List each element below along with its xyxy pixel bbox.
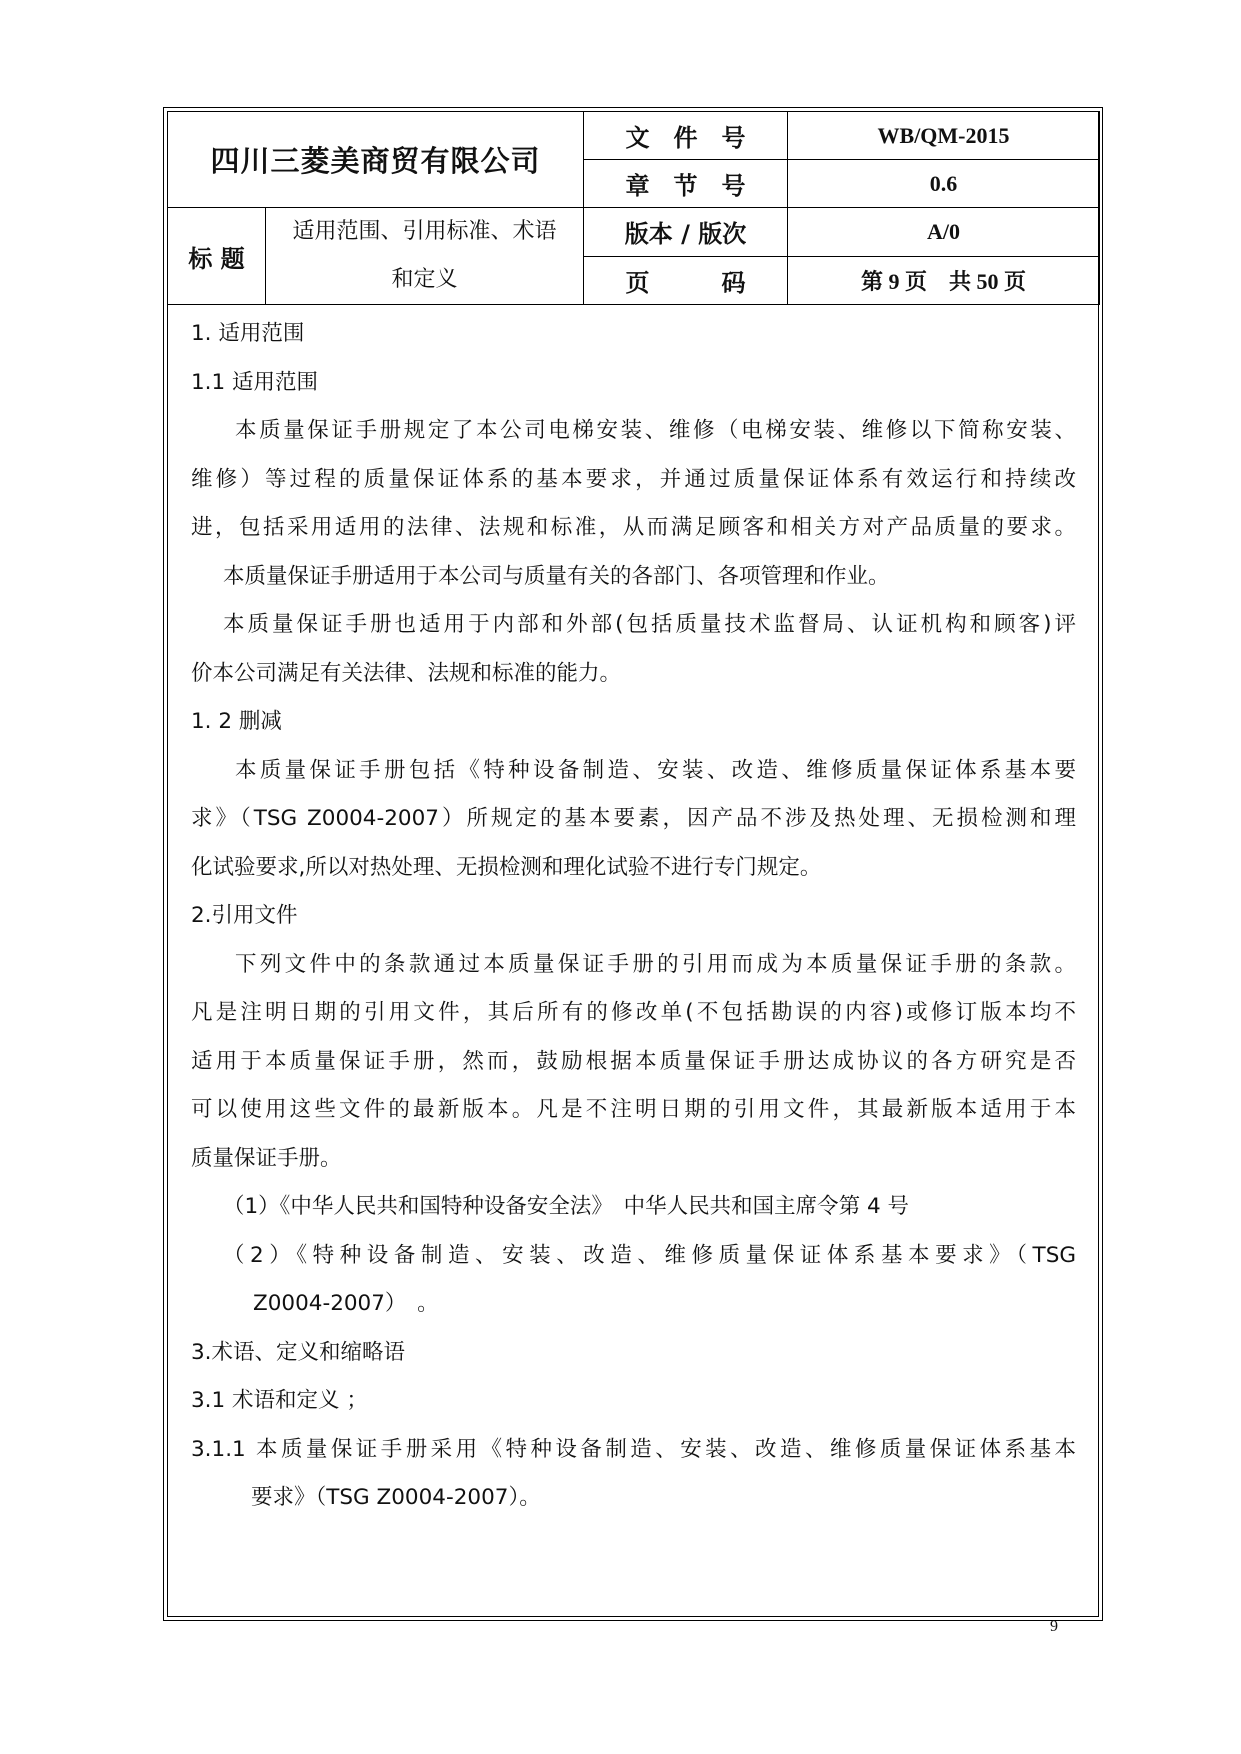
paragraph-line: 下列文件中的条款通过本质量保证手册的引用而成为本质量保证手册的条款。 [235, 951, 1076, 977]
version-value: A/0 [788, 208, 1100, 257]
paragraph-line: 化试验要求,所以对热处理、无损检测和理化试验不进行专门规定。 [191, 854, 822, 880]
paragraph-line: 维修）等过程的质量保证体系的基本要求，并通过质量保证体系有效运行和持续改 [191, 466, 1076, 492]
section-heading: 1. 适用范围 [191, 321, 305, 346]
paragraph-line: 本质量保证手册也适用于内部和外部(包括质量技术监督局、认证机构和顾客)评 [223, 612, 1076, 637]
clause-continuation: 要求》（TSG Z0004-2007）。 [251, 1485, 541, 1510]
subsection-heading: 1. 2 删减 [191, 709, 282, 734]
paragraph-line: 进，包括采用适用的法律、法规和标准，从而满足顾客和相关方对产品质量的要求。 [191, 515, 1076, 540]
page-value: 第 9 页 共 50 页 [788, 256, 1100, 305]
chapter-label: 章 节 号 [584, 160, 788, 208]
section-heading: 3.术语、定义和缩略语 [191, 1339, 406, 1365]
company-name: 四川三菱美商贸有限公司 [168, 112, 584, 208]
paragraph-line: 适用于本质量保证手册，然而，鼓励根据本质量保证手册达成协议的各方研究是否 [191, 1048, 1076, 1074]
section-heading: 2.引用文件 [191, 903, 298, 928]
reference-item-continuation: Z0004-2007） 。 [253, 1291, 439, 1316]
reference-item: （2）《特种设备制造、安装、改造、维修质量保证体系基本要求》（TSG [223, 1242, 1076, 1268]
paragraph-line: 可以使用这些文件的最新版本。凡是不注明日期的引用文件，其最新版本适用于本 [191, 1097, 1076, 1122]
paragraph-line: 价本公司满足有关法律、法规和标准的能力。 [191, 660, 622, 686]
file-no-value: WB/QM-2015 [788, 112, 1100, 160]
paragraph-line: 求》（TSG Z0004-2007）所规定的基本要素，因产品不涉及热处理、无损检测和理 [191, 806, 1076, 831]
version-label: 版本 / 版次 [584, 208, 788, 257]
title-line-1: 适用范围、引用标准、术语 [292, 219, 557, 244]
file-no-label: 文 件 号 [584, 112, 788, 160]
subsection-heading: 1.1 适用范围 [191, 369, 319, 395]
chapter-value: 0.6 [788, 160, 1100, 208]
paragraph-line: 质量保证手册。 [191, 1145, 342, 1171]
paragraph-line: 凡是注明日期的引用文件，其后所有的修改单(不包括勘误的内容)或修订版本均不 [191, 1000, 1076, 1025]
document-body [191, 310, 1076, 1523]
paragraph-line: 本质量保证手册适用于本公司与质量有关的各部门、各项管理和作业。 [223, 563, 890, 589]
reference-item: （1）《中华人民共和国特种设备安全法》 中华人民共和国主席令第 4 号 [223, 1194, 910, 1219]
title-line-2: 和定义 [391, 267, 458, 292]
subsection-heading: 3.1 术语和定义 ； [191, 1388, 368, 1413]
title-label: 标 题 [168, 208, 266, 305]
document-header-table [167, 111, 1100, 305]
clause-line: 3.1.1 本质量保证手册采用《特种设备制造、安装、改造、维修质量保证体系基本 [191, 1436, 1076, 1462]
paragraph-line: 本质量保证手册规定了本公司电梯安装、维修（电梯安装、维修以下简称安装、 [235, 418, 1076, 443]
paragraph-line: 本质量保证手册包括《特种设备制造、安装、改造、维修质量保证体系基本要 [235, 757, 1076, 783]
title-value [266, 208, 584, 305]
page-number: 9 [1050, 1618, 1058, 1635]
page-label: 页 码 [584, 256, 788, 305]
